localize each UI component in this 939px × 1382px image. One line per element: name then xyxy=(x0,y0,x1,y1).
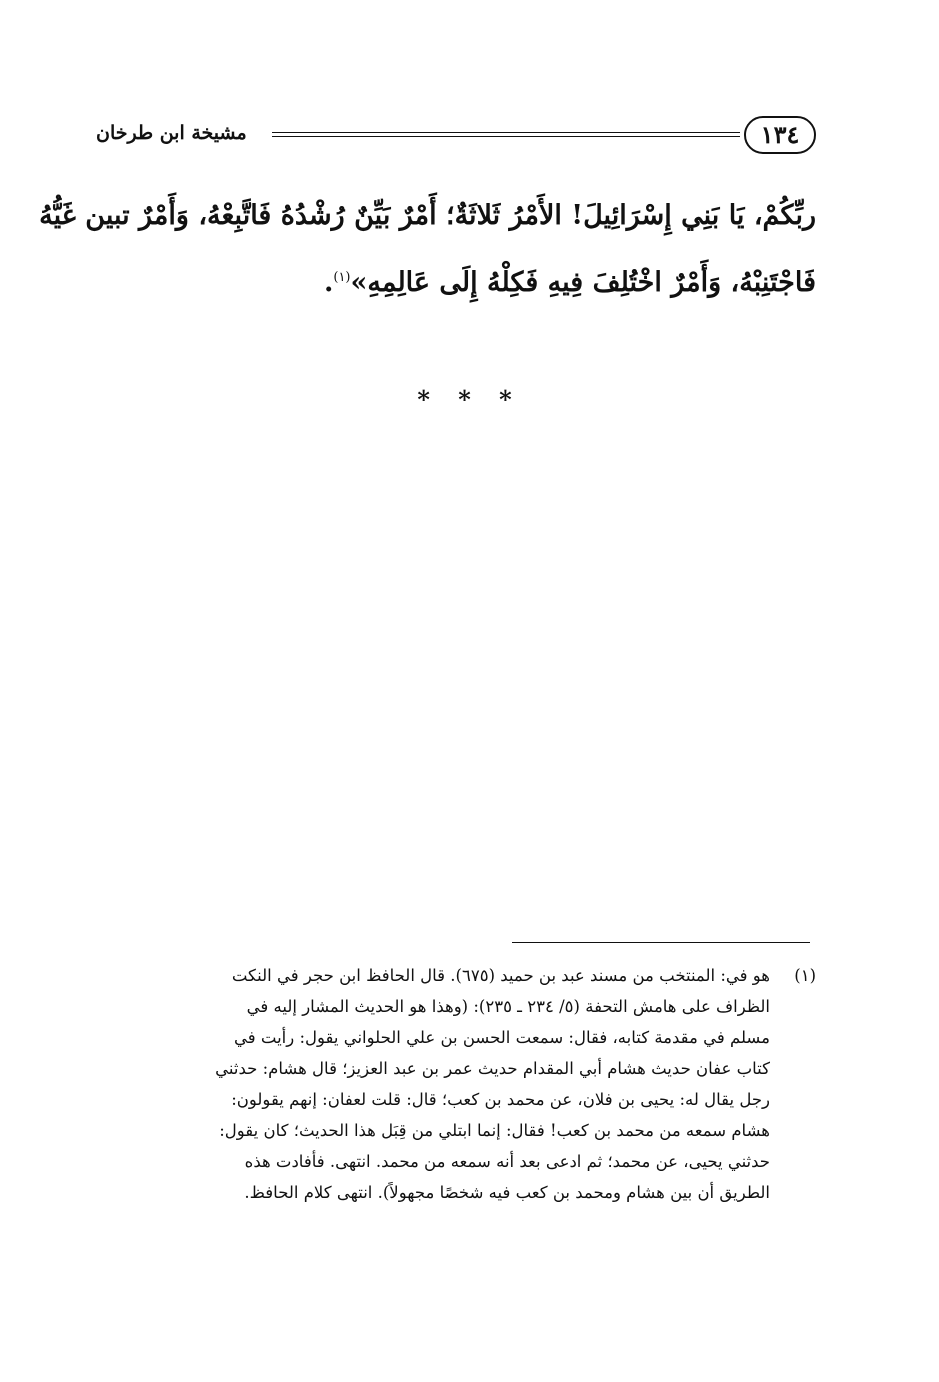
footnote-line: كتاب عفان حديث هشام أبي المقدام حديث عمر بن عبد العزيز؛ قال هشام: حدثني xyxy=(215,1059,770,1078)
page-number-badge xyxy=(744,116,816,154)
footnote-line: الظراف على هامش التحفة (٥/ ٢٣٤ ـ ٢٣٥): (وهذا هو الحديث المشار إليه في xyxy=(246,997,770,1016)
footnote-line: مسلم في مقدمة كتابه، فقال: سمعت الحسن بن علي الحلواني يقول: رأيت في xyxy=(233,1028,770,1047)
book-title: مشيخة ابن طرخان xyxy=(96,122,247,144)
footnote-text xyxy=(96,960,770,1208)
footnote-line: الطريق أن بين هشام ومحمد بن كعب فيه شخصًا مجهولاً). انتهى كلام الحافظ. xyxy=(244,1183,770,1202)
body-text xyxy=(39,185,816,314)
footnote-separator xyxy=(512,942,810,943)
section-break: * * * xyxy=(417,385,522,414)
footnote-line: حدثني يحيى، عن محمد؛ ثم ادعى بعد أنه سمعه من محمد. انتهى. فأفادت هذه xyxy=(244,1152,770,1171)
body-line-text: فَاجْتَنِبْهُ، وَأَمْرٌ اخْتُلِفَ فِيهِ فَكِلْهُ إِلَى عَالِمِهِ» xyxy=(350,267,816,298)
footnote-marker: (١) xyxy=(794,966,816,985)
header-rule xyxy=(272,132,740,137)
page-number: ١٣٤ xyxy=(760,120,800,149)
running-header xyxy=(96,116,816,160)
footnote-reference: (١) xyxy=(333,270,351,285)
footnote-line: رجل يقال له: يحيى بن فلان، عن محمد بن كعب؛ قال: قلت لعفان: إنهم يقولون: xyxy=(231,1090,770,1109)
body-line: ربِّكُمْ، يَا بَنِي إِسْرَائِيلَ! الأَمْرُ ثَلاثَةٌ؛ أَمْرٌ بَيِّنٌ رُشْدُهُ فَاتَّبِعْهُ، وَأَمْرٌ تبين غَيُّهُ xyxy=(39,200,816,231)
footnote xyxy=(96,960,816,1208)
footnote-line: هو في: المنتخب من مسند عبد بن حميد (٦٧٥). قال الحافظ ابن حجر في النكت xyxy=(231,966,770,985)
body-line xyxy=(96,247,816,314)
footnote-line: هشام سمعه من محمد بن كعب! فقال: إنما ابتلي من قِبَل هذا الحديث؛ كان يقول: xyxy=(219,1121,770,1140)
body-line-end: . xyxy=(323,267,334,298)
